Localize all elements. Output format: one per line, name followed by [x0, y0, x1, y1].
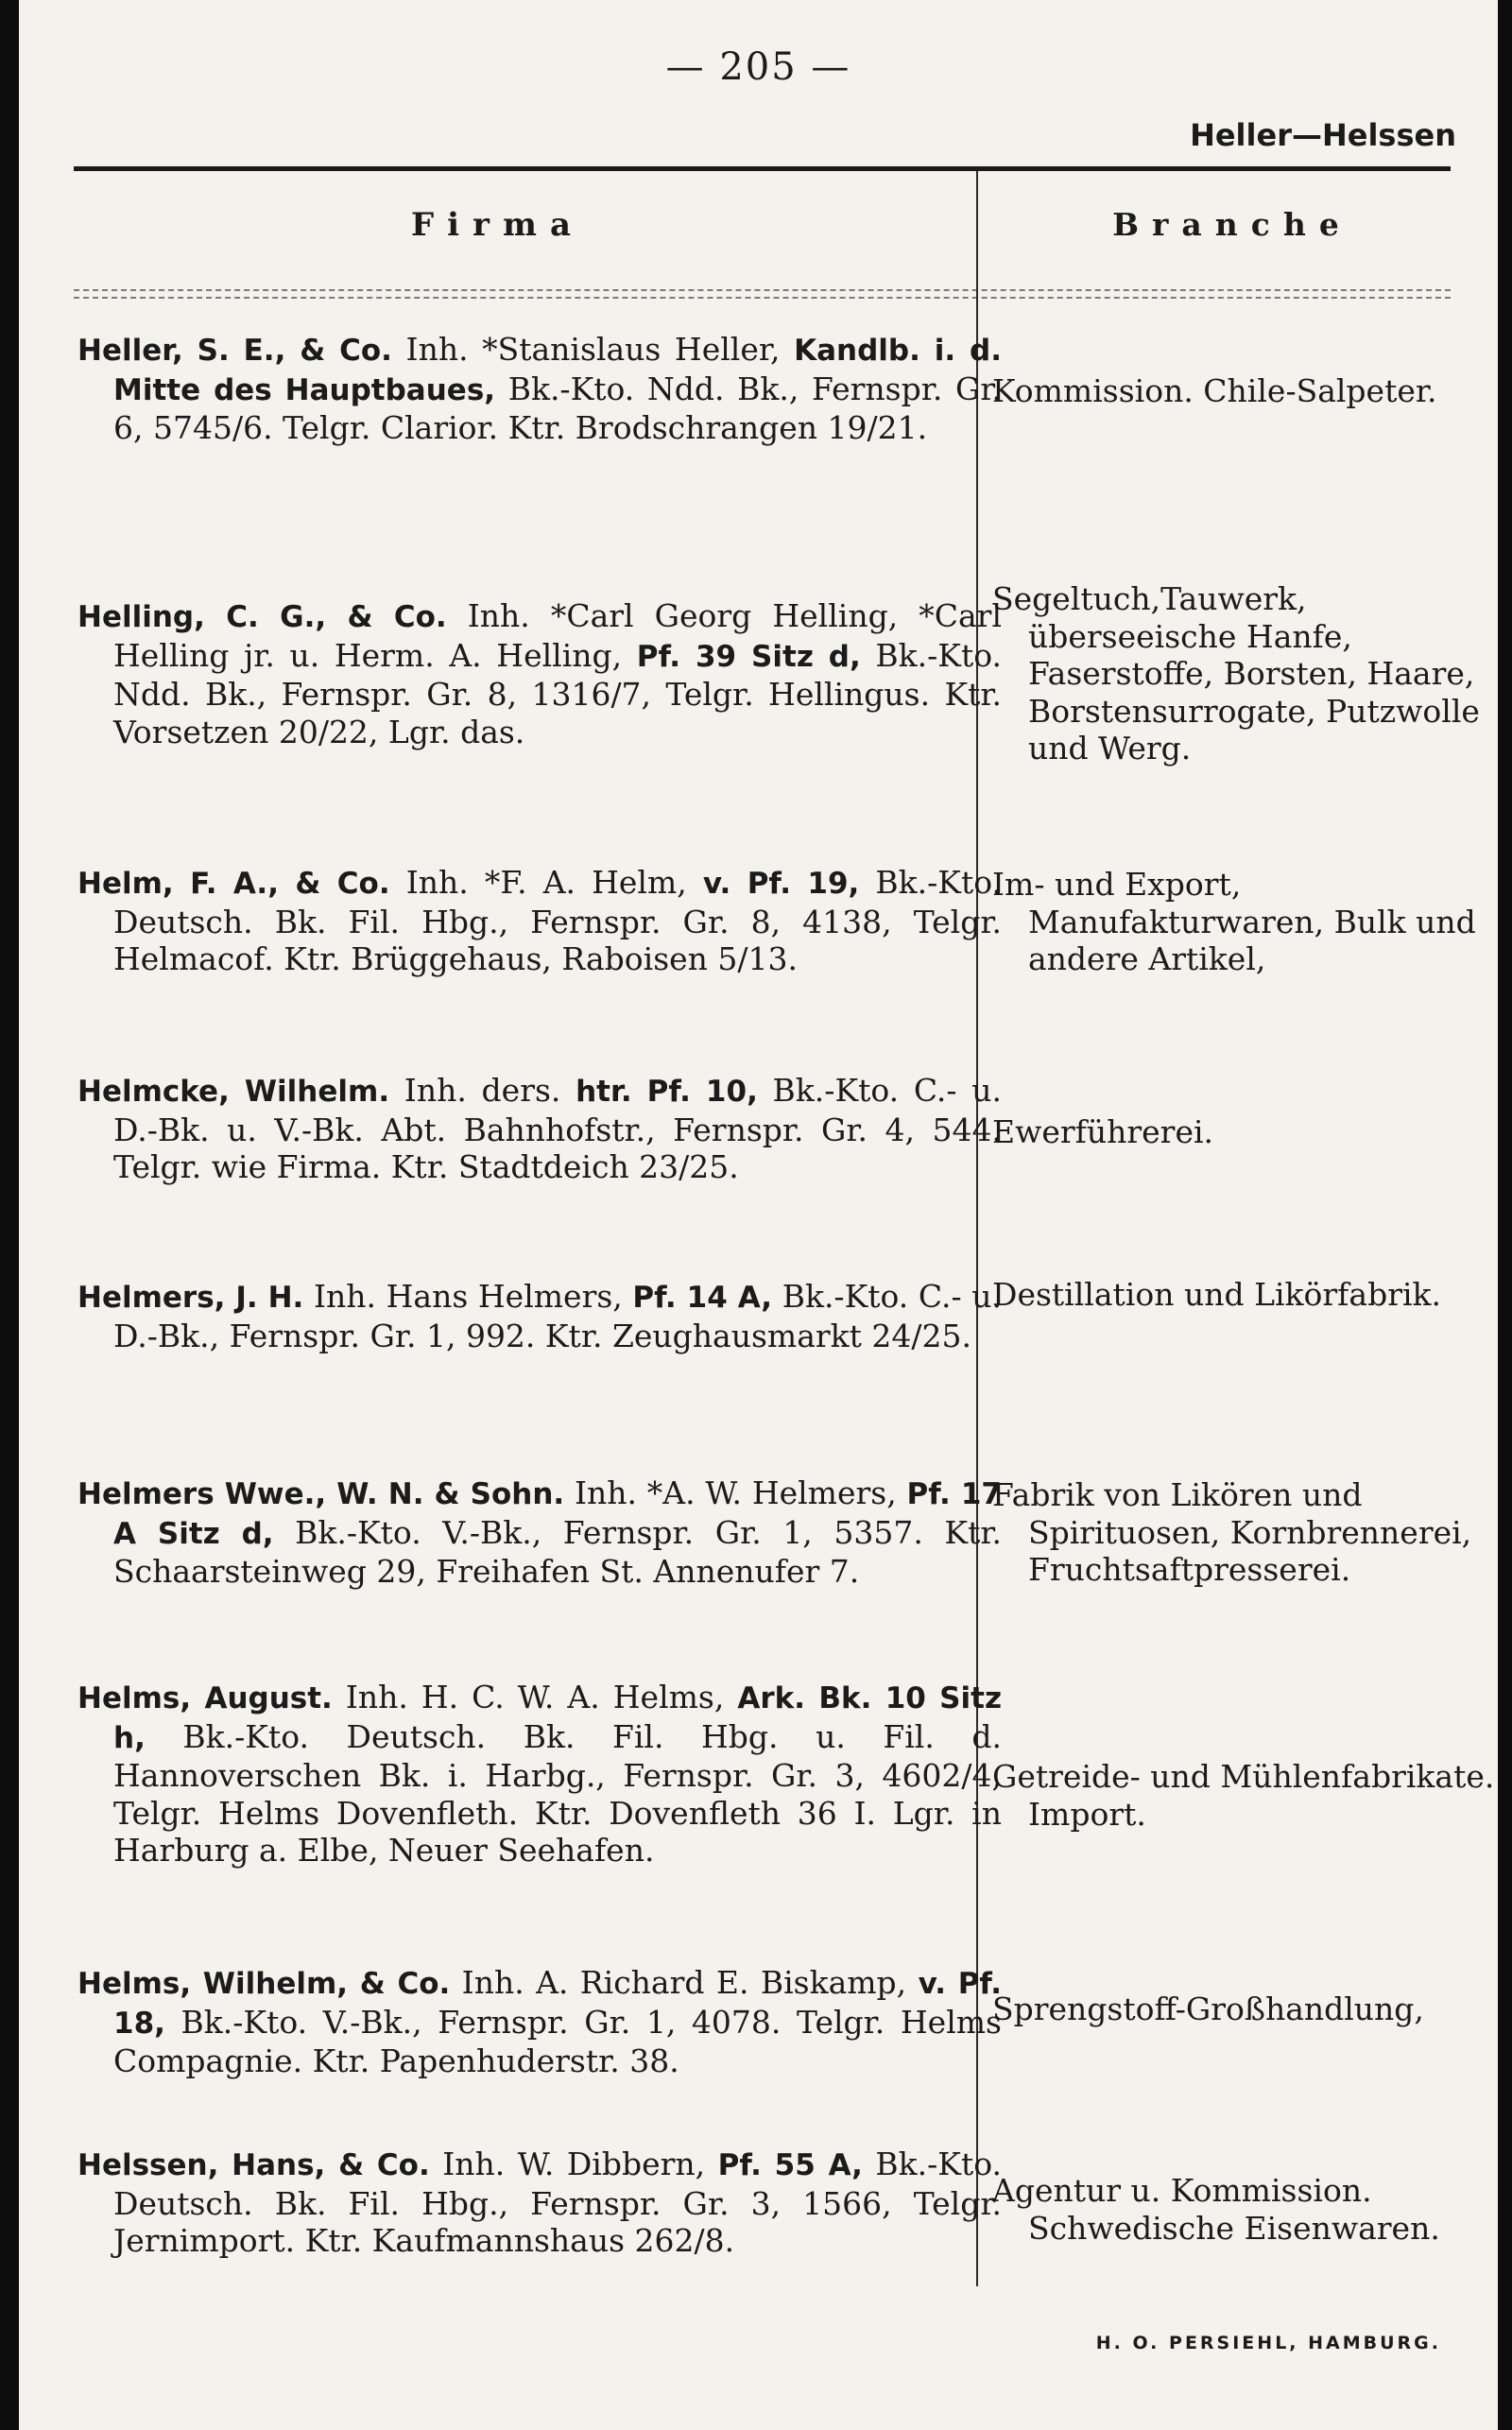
firm-address: Pf. 55 A, [717, 2148, 863, 2182]
firm-entry [77, 1072, 1002, 1186]
firm-name: Helmers Wwe., W. N. & Sohn. [77, 1477, 565, 1511]
branche-entry: Sprengstoff-Großhandlung, [992, 1991, 1424, 2027]
firm-address: Pf. 17 A Sitz d, [113, 1477, 1002, 1551]
branche-entry: Ewerführerei. [992, 1113, 1214, 1150]
column-header-firma: Firma [411, 206, 584, 244]
firm-entry [77, 864, 1002, 978]
firm-entry [77, 1964, 1002, 2080]
firm-details: Inh. *Carl Georg Helling, *Carl Helling jr. u. Herm. A. Helling, [113, 597, 1003, 674]
firm-name: Helmcke, Wilhelm. [77, 1075, 390, 1109]
header-divider [74, 297, 1451, 299]
branche-entry: Fabrik von Likören und Spirituosen, Kornbrennerei, Fruchtsaftpresserei. [992, 1476, 1472, 1588]
column-header-branche: Branche [1112, 206, 1352, 243]
firm-details: Bk.-Kto. Ndd. Bk., Fernspr. Gr. 6, 5745/6. Telgr. Clarior. Ktr. Brodschrangen 19/21. [113, 370, 1003, 446]
firm-details: Bk.-Kto. Deutsch. Bk. Fil. Hbg., Fernspr. Gr. 8, 4138, Telgr. Helmacof. Ktr. Brüggehaus, Raboisen 5/13. [113, 864, 1003, 977]
firm-address: Pf. 14 A, [632, 1281, 773, 1315]
firm-name: Helmers, J. H. [77, 1281, 304, 1315]
directory-page [19, 0, 1498, 2430]
firm-details: Inh. *Stanislaus Heller, [391, 331, 795, 368]
firm-details: Inh. H. C. W. A. Helms, [332, 1679, 738, 1715]
printer-imprint: H. O. PERSIEHL, HAMBURG. [1095, 2333, 1441, 2353]
firm-address: htr. Pf. 10, [576, 1075, 758, 1109]
running-head: Heller—Helssen [1190, 117, 1456, 153]
firm-details: Bk.-Kto. Deutsch. Bk. Fil. Hbg. u. Fil. d. Hannoverschen Bk. i. Harbg., Fernspr. Gr. 3, 4602/4, Telgr. Helms Dovenfleth. Ktr. Dovenfleth 36 I. Lgr. in Harburg a. Elbe, Neuer Seehafen. [113, 1717, 1002, 1869]
firm-details: Bk.-Kto. C.- u. D.-Bk., Fernspr. Gr. 1, 992. Ktr. Zeughausmarkt 24/25. [113, 1278, 1002, 1354]
page-number: — 205 — [665, 45, 851, 89]
firm-entry [77, 597, 1002, 750]
firm-details: Inh. Hans Helmers, [303, 1278, 633, 1315]
firm-details: Bk.-Kto. Ndd. Bk., Fernspr. Gr. 8, 1316/7, Telgr. Hellingus. Ktr. Vorsetzen 20/22, Lgr. das. [113, 636, 1002, 750]
branche-entry: Im- und Export, Manufakturwaren, Bulk und andere Artikel, [992, 866, 1476, 977]
firm-entry [77, 2146, 1002, 2260]
branche-entry: Kommission. Chile-Salpeter. [992, 372, 1437, 409]
firm-details: Bk.-Kto. V.-Bk., Fernspr. Gr. 1, 4078. Telgr. Helms Compagnie. Ktr. Papenhuderstr. 38. [113, 2003, 1002, 2079]
firm-name: Helling, C. G., & Co. [77, 600, 447, 634]
firm-entry [77, 1474, 1002, 1591]
firm-details: Bk.-Kto. V.-Bk., Fernspr. Gr. 1, 5357. Ktr. Schaarsteinweg 29, Freihafen St. Annenufer 7. [113, 1513, 1002, 1590]
branche-entry: Destillation und Likörfabrik. [992, 1276, 1442, 1313]
firm-entry [77, 1278, 1002, 1354]
firm-address: Ark. Bk. 10 Sitz h, [113, 1681, 1002, 1755]
branche-entry: Segeltuch,Tauwerk, überseeische Hanfe, Faserstoffe, Borsten, Haare, Borstensurrogate, Putzwolle und Werg. [992, 580, 1480, 767]
firm-address: Kandlb. i. d. Mitte des Hauptbaues, [113, 334, 1002, 407]
firm-name: Heller, S. E., & Co. [77, 334, 392, 368]
firm-entry [77, 331, 1002, 447]
firm-details: Inh. W. Dibbern, [429, 2146, 718, 2182]
firm-name: Helm, F. A., & Co. [77, 867, 390, 901]
firm-details: Inh. *F. A. Helm, [389, 864, 703, 901]
firm-name: Helms, Wilhelm, & Co. [77, 1967, 451, 2001]
firm-address: v. Pf. 18, [113, 1967, 1002, 2041]
firm-details: Bk.-Kto. C.- u. D.-Bk. u. V.-Bk. Abt. Bahnhofstr., Fernspr. Gr. 4, 544. Telgr. wie Firma. Ktr. Stadtdeich 23/25. [113, 1072, 1002, 1185]
branche-entry: Getreide- und Mühlenfabrikate. Import. [992, 1758, 1495, 1833]
firm-name: Helms, August. [77, 1681, 333, 1715]
firm-details: Inh. ders. [389, 1072, 576, 1109]
firm-details: Bk.-Kto. Deutsch. Bk. Fil. Hbg., Fernspr. Gr. 3, 1566, Telgr. Jernimport. Ktr. Kaufmannshaus 262/8. [113, 2146, 1002, 2259]
firm-details: Inh. A. Richard E. Biskamp, [450, 1964, 919, 2001]
firm-entry [77, 1679, 1002, 1870]
header-rule [74, 166, 1451, 171]
firm-address: v. Pf. 19, [702, 867, 860, 901]
firm-address: Pf. 39 Sitz d, [636, 639, 861, 674]
header-divider [74, 289, 1451, 291]
branche-entry: Agentur u. Kommission. Schwedische Eisenwaren. [992, 2172, 1440, 2247]
firm-name: Helssen, Hans, & Co. [77, 2148, 430, 2182]
firm-details: Inh. *A. W. Helmers, [564, 1474, 907, 1511]
